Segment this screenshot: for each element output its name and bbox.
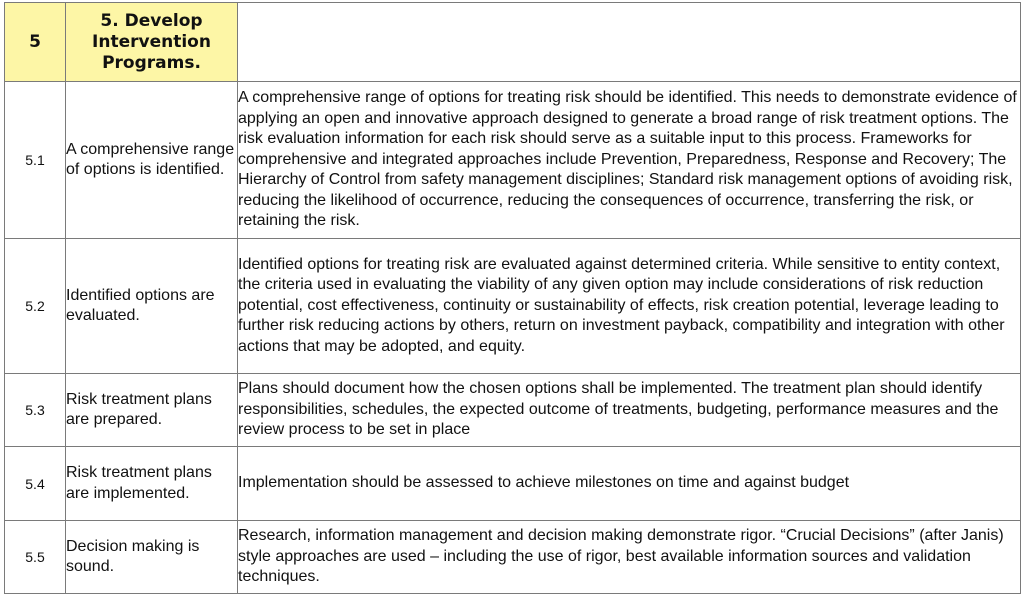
item-title: Identified options are evaluated. <box>66 239 238 374</box>
section-title: 5. Develop Intervention Programs. <box>66 3 238 82</box>
item-description: Research, information management and decision making demonstrate rigor. “Crucial Decisions” (after Janis) style approaches are used – including the use of rigor, best available information sources and validation techniques. <box>238 521 1021 594</box>
item-number: 5.4 <box>5 447 66 521</box>
item-description: Implementation should be assessed to achieve milestones on time and against budget <box>238 447 1021 521</box>
item-description: Plans should document how the chosen options shall be implemented. The treatment plan should identify responsibilities, schedules, the expected outcome of treatments, budgeting, performance measures and the review process to be set in place <box>238 374 1021 447</box>
section-description <box>238 3 1021 82</box>
table-header-row <box>5 3 1021 82</box>
item-number: 5.3 <box>5 374 66 447</box>
item-description: Identified options for treating risk are evaluated against determined criteria. While sensitive to entity context, the criteria used in evaluating the viability of any given option may include considerations of risk reduction potential, cost effectiveness, continuity or sustainability of effects, risk creation potential, leverage leading to further risk reducing actions by others, return on investment payback, compatibility and integration with other actions that may be adopted, and equity. <box>238 239 1021 374</box>
item-description: A comprehensive range of options for treating risk should be identified. This needs to demonstrate evidence of applying an open and innovative approach designed to generate a broad range of risk treatment options. The risk evaluation information for each risk should serve as a suitable input to this process. Frameworks for comprehensive and integrated approaches include Prevention, Preparedness, Response and Recovery; The Hierarchy of Control from safety management disciplines; Standard risk management options of avoiding risk, reducing the likelihood of occurrence, reducing the consequences of occurrence, transferring the risk, or retaining the risk. <box>238 82 1021 239</box>
table-row <box>5 521 1021 594</box>
item-number: 5.1 <box>5 82 66 239</box>
item-title: A comprehensive range of options is identified. <box>66 82 238 239</box>
section-number: 5 <box>5 3 66 82</box>
item-title: Risk treatment plans are implemented. <box>66 447 238 521</box>
item-number: 5.2 <box>5 239 66 374</box>
table-row <box>5 82 1021 239</box>
risk-criteria-table <box>4 2 1021 594</box>
table-row <box>5 239 1021 374</box>
table-row <box>5 447 1021 521</box>
item-title: Decision making is sound. <box>66 521 238 594</box>
item-number: 5.5 <box>5 521 66 594</box>
table-row <box>5 374 1021 447</box>
item-title: Risk treatment plans are prepared. <box>66 374 238 447</box>
